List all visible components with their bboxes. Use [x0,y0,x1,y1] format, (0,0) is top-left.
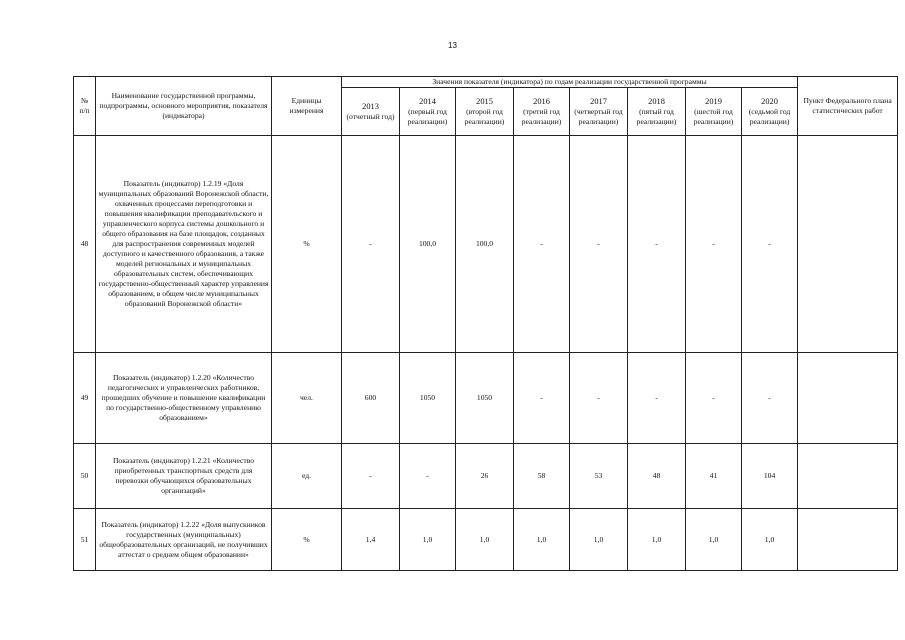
row-name: Показатель (индикатор) 1.2.21 «Количество приобретенных транспортных средств для перевозки обучающихся образовательных организаций» [96,444,272,509]
row-unit: % [272,136,342,353]
row-value: 100,0 [456,136,514,353]
row-value: - [342,444,400,509]
row-value: - [400,444,456,509]
table-row [74,444,898,509]
row-value: 1,0 [400,509,456,571]
row-name: Показатель (индикатор) 1.2.20 «Количество педагогических и управленческих работников, прошедших обучение и повышение квалификации по государственно-общественному управлению образованием» [96,353,272,444]
row-value: 100,0 [400,136,456,353]
row-value: 1,0 [456,509,514,571]
row-value: 41 [686,444,742,509]
row-plan [798,136,898,353]
row-value: 58 [514,444,570,509]
header-name: Наименование государственной программы, подпрограммы, основного мероприятия, показателя (индикатора) [96,77,272,136]
row-value: 53 [570,444,628,509]
header-year: 2014 (первый год реализации) [400,88,456,136]
row-value: 1,0 [628,509,686,571]
header-unit: Единицы измерения [272,77,342,136]
row-name: Показатель (индикатор) 1.2.19 «Доля муниципальных образований Воронежской области, охваченных процессами переподготовки и повышения квалификации преподавательского и управленческого корпуса системы дошкольного и общего образования на базе площадок, созданных для распространения современных моделей доступного и качественного образования, а также моделей региональных и муниципальных образовательных систем, обеспечивающих государственно-общественный характер управления образованием, в общем числе муниципальных образований Воронежской области» [96,136,272,353]
row-value: 1,0 [686,509,742,571]
row-value: 1,0 [742,509,798,571]
header-year: 2019 (шестой год реализации) [686,88,742,136]
row-value: 104 [742,444,798,509]
page-number: 13 [448,41,457,50]
row-value: - [742,136,798,353]
row-unit: ед. [272,444,342,509]
row-num: 48 [74,136,96,353]
table-row [74,509,898,571]
row-value: 26 [456,444,514,509]
row-unit: % [272,509,342,571]
row-value: - [686,353,742,444]
header-year: 2017 (четвертый год реализации) [570,88,628,136]
row-value: - [686,136,742,353]
row-plan [798,444,898,509]
row-unit: чел. [272,353,342,444]
indicators-table [73,76,898,571]
row-name: Показатель (индикатор) 1.2.22 «Доля выпускников государственных (муниципальных) общеобразовательных организаций, не получивших аттестат о среднем общем образовании» [96,509,272,571]
row-num: 49 [74,353,96,444]
row-plan [798,509,898,571]
row-value: - [628,353,686,444]
row-num: 50 [74,444,96,509]
row-plan [798,353,898,444]
row-value: 1,4 [342,509,400,571]
header-year: 2013 (отчетный год) [342,88,400,136]
header-values-group: Значения показателя (индикатора) по годам реализации государственной программы [342,77,798,88]
table-row [74,353,898,444]
row-value: - [514,353,570,444]
row-value: - [570,136,628,353]
header-plan: Пункт Федерального плана статистических работ [798,77,898,136]
row-value: - [742,353,798,444]
row-value: - [514,136,570,353]
header-year: 2016 (третий год реализации) [514,88,570,136]
row-num: 51 [74,509,96,571]
header-num: № п/п [74,77,96,136]
header-year: 2015 (второй год реализации) [456,88,514,136]
row-value: - [570,353,628,444]
row-value: 48 [628,444,686,509]
row-value: 1,0 [570,509,628,571]
header-year: 2020 (седьмой год реализации) [742,88,798,136]
row-value: 1,0 [514,509,570,571]
header-year: 2018 (пятый год реализации) [628,88,686,136]
row-value: 1050 [400,353,456,444]
row-value: - [628,136,686,353]
row-value: - [342,136,400,353]
row-value: 600 [342,353,400,444]
row-value: 1050 [456,353,514,444]
table-row [74,136,898,353]
